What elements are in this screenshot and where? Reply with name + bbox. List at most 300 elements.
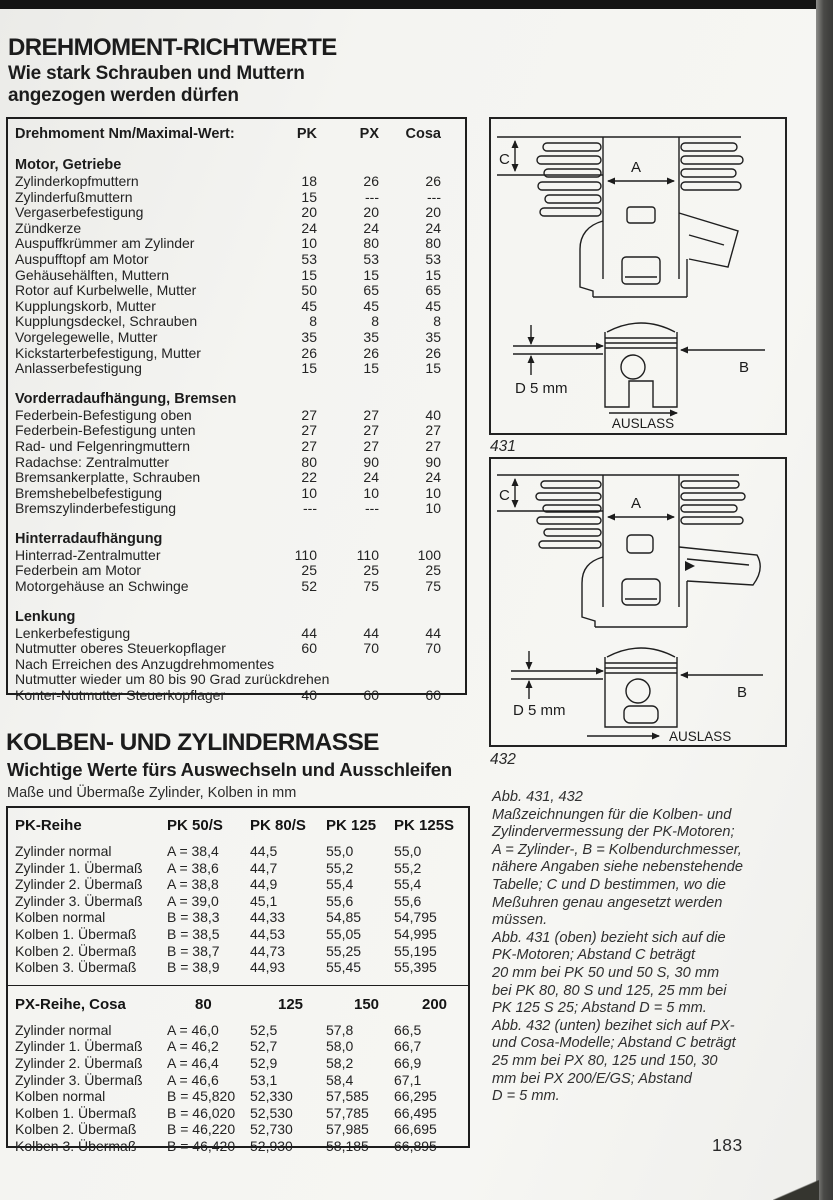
value-cosa: 24 <box>425 469 441 486</box>
row-label: Anlasserbefestigung <box>15 361 142 377</box>
value-col2: 52,5 <box>250 1021 278 1038</box>
value-col4: 55,4 <box>394 876 422 893</box>
dimension-row <box>15 860 464 877</box>
value-pk: 15 <box>301 266 317 283</box>
row-label: Auspufftopf am Motor <box>15 251 149 267</box>
pk-header-col4: PK 125S <box>394 817 455 834</box>
value-cosa: 27 <box>425 437 441 454</box>
value-col4: 66,295 <box>394 1088 437 1105</box>
row-label: Nutmutter wieder um 80 bis 90 Grad zurückdrehen <box>15 672 330 688</box>
row-label: Zylinder 1. Übermaß <box>15 1038 143 1055</box>
px-header-col2: 125 <box>278 995 304 1013</box>
value-pk: 60 <box>301 640 317 657</box>
value-px: 8 <box>371 313 379 330</box>
value-pk: 18 <box>301 173 317 189</box>
value-cosa: 100 <box>417 546 441 563</box>
dimension-row <box>15 1105 464 1122</box>
dim-label-b: B <box>737 684 748 701</box>
row-label: Kupplungsdeckel, Schrauben <box>15 314 198 330</box>
value-col1: A = 46,2 <box>167 1038 219 1055</box>
scan-edge-right <box>816 0 833 1200</box>
torque-row <box>15 221 441 237</box>
value-px: 65 <box>363 282 379 299</box>
torque-header-col-px: PX <box>359 126 379 142</box>
torque-section-title: Vorderradaufhängung, Bremsen <box>15 390 237 407</box>
value-px: 110 <box>356 546 379 563</box>
value-cosa: 15 <box>425 360 441 377</box>
value-cosa: 80 <box>425 235 441 252</box>
px-header-col3: 150 <box>354 995 380 1013</box>
value-cosa: 24 <box>425 219 441 236</box>
value-col2: 44,53 <box>250 925 286 942</box>
value-px: 70 <box>363 640 379 657</box>
value-cosa: 10 <box>425 500 441 517</box>
row-label: Zylinder 2. Übermaß <box>15 876 143 893</box>
row-label: Zylinderfußmuttern <box>15 189 133 205</box>
value-cosa: 75 <box>425 578 441 595</box>
value-col3: 55,05 <box>326 925 362 942</box>
value-px: 44 <box>363 624 379 641</box>
value-pk: 27 <box>301 437 317 454</box>
value-col1: A = 38,4 <box>167 843 219 859</box>
value-col4: 55,0 <box>394 843 422 859</box>
row-label: Federbein am Motor <box>15 563 142 579</box>
value-col4: 54,995 <box>394 925 437 942</box>
kolben-title: KOLBEN- UND ZYLINDERMASSE <box>6 729 379 756</box>
scan-edge-top <box>0 0 833 9</box>
value-col3: 57,585 <box>326 1088 369 1105</box>
value-px: 35 <box>363 328 379 345</box>
pk-table-body <box>15 843 464 976</box>
value-pk: 24 <box>301 219 317 236</box>
value-col1: B = 38,7 <box>167 942 220 959</box>
value-px: 26 <box>363 344 379 361</box>
row-label: Rad- und Felgenringmuttern <box>15 438 191 454</box>
value-pk: 26 <box>301 344 317 361</box>
torque-row <box>15 470 441 486</box>
value-col4: 66,695 <box>394 1121 437 1138</box>
torque-section-title: Motor, Getriebe <box>15 157 122 173</box>
value-pk: 15 <box>301 188 317 205</box>
value-px: 27 <box>363 422 379 439</box>
pk-table-header <box>15 816 464 836</box>
value-col3: 55,2 <box>326 859 354 876</box>
row-label: Lenkerbefestigung <box>15 625 131 641</box>
value-pk: 53 <box>301 250 317 267</box>
value-cosa: 20 <box>425 204 441 221</box>
value-col3: 58,4 <box>326 1071 354 1088</box>
row-label: Gehäusehälften, Muttern <box>15 267 170 283</box>
torque-row <box>15 641 441 657</box>
value-col1: A = 39,0 <box>167 892 219 909</box>
page-number: 183 <box>712 1135 743 1155</box>
px-table-header <box>15 995 464 1015</box>
row-label: Kickstarterbefestigung, Mutter <box>15 345 201 361</box>
value-col1: A = 46,0 <box>167 1021 219 1038</box>
value-px: --- <box>365 500 379 517</box>
torque-row <box>15 268 441 284</box>
torque-table-body <box>15 157 441 704</box>
value-col4: 66,7 <box>394 1038 422 1055</box>
value-col4: 66,495 <box>394 1104 437 1121</box>
value-cosa: 26 <box>425 344 441 361</box>
torque-row <box>15 657 441 673</box>
value-cosa: --- <box>427 188 441 205</box>
value-px: 24 <box>363 469 379 486</box>
value-col2: 44,33 <box>250 909 286 926</box>
dim-label-d: D 5 mm <box>513 702 566 719</box>
figure-caption <box>492 789 802 1106</box>
value-px: 45 <box>363 297 379 314</box>
value-pk: 45 <box>301 297 317 314</box>
torque-header-label: Drehmoment Nm/Maximal-Wert: <box>15 126 235 142</box>
row-label: Nutmutter oberes Steuerkopflager <box>15 641 226 657</box>
dimension-row <box>15 959 464 976</box>
value-col4: 66,9 <box>394 1054 422 1071</box>
value-px: 90 <box>363 453 379 470</box>
row-label: Kolben 3. Übermaß <box>15 1137 137 1154</box>
torque-row <box>15 252 441 268</box>
torque-table-header <box>15 125 441 143</box>
value-col2: 52,7 <box>250 1038 278 1055</box>
row-label: Hinterrad-Zentralmutter <box>15 547 161 563</box>
figure-431 <box>489 117 787 435</box>
value-col1: B = 46,020 <box>167 1104 236 1121</box>
torque-row <box>15 314 441 330</box>
caption-line: 20 mm bei PK 50 und 50 S, 30 mm <box>492 964 720 981</box>
torque-row <box>15 299 441 315</box>
torque-row <box>15 563 441 579</box>
kolben-table <box>6 806 470 1154</box>
row-label: Konter-Nutmutter Steuerkopflager <box>15 688 226 704</box>
torque-table <box>6 117 467 704</box>
value-col2: 53,1 <box>250 1071 278 1088</box>
caption-line: mm bei PX 200/E/GS; Abstand <box>492 1070 692 1087</box>
value-col1: A = 46,4 <box>167 1054 219 1071</box>
px-table-body <box>15 1022 464 1155</box>
table-divider <box>8 985 468 986</box>
value-col4: 66,895 <box>394 1137 437 1154</box>
row-label: Zylinder 3. Übermaß <box>15 1071 143 1088</box>
row-label: Bremshebelbefestigung <box>15 485 163 501</box>
value-col1: B = 38,3 <box>167 909 220 926</box>
torque-row <box>15 439 441 455</box>
row-label: Federbein-Befestigung oben <box>15 407 192 423</box>
dimension-row <box>15 1121 464 1138</box>
dim-label-a: A <box>630 495 642 512</box>
figure-432 <box>489 457 787 747</box>
row-label: Zylinder 1. Übermaß <box>15 859 143 876</box>
row-label: Vergaserbefestigung <box>15 205 144 221</box>
value-pk: 25 <box>301 562 317 579</box>
row-label: Kolben 2. Übermaß <box>15 1121 137 1138</box>
torque-row <box>15 455 441 471</box>
cylinder-piston-diagram-431 <box>491 119 785 433</box>
torque-row <box>15 190 441 206</box>
value-px: 25 <box>363 562 379 579</box>
value-col4: 55,195 <box>394 942 437 959</box>
row-label: Zylinder 3. Übermaß <box>15 892 143 909</box>
value-cosa: 65 <box>425 282 441 299</box>
caption-line: PK 125 S 25; Abstand D = 5 mm. <box>492 1000 707 1017</box>
value-px: 26 <box>363 173 379 189</box>
value-cosa: 70 <box>425 640 441 657</box>
auslass-label: AUSLASS <box>669 729 732 744</box>
dimension-row <box>15 843 464 860</box>
value-cosa: 44 <box>425 624 441 641</box>
caption-line: Abb. 431, 432 <box>492 789 583 805</box>
dim-label-a: A <box>630 159 642 176</box>
value-col2: 52,930 <box>250 1137 293 1154</box>
value-pk: --- <box>303 500 317 517</box>
value-col1: A = 38,6 <box>167 859 219 876</box>
torque-header-col-cosa: Cosa <box>405 126 441 142</box>
dim-label-c: C <box>499 487 510 504</box>
value-cosa: 8 <box>433 313 441 330</box>
row-label: Radachse: Zentralmutter <box>15 454 170 470</box>
kolben-subtitle: Wichtige Werte fürs Auswechseln und Ausschleifen <box>7 759 452 780</box>
value-px: --- <box>365 188 379 205</box>
torque-row <box>15 283 441 299</box>
caption-line: Abb. 432 (unten) bezihet sich auf PX- <box>492 1017 735 1034</box>
row-label: Nach Erreichen des Anzugdrehmomentes <box>15 656 275 672</box>
value-pk: 80 <box>301 453 317 470</box>
torque-row <box>15 236 441 252</box>
row-label: Bremsankerplatte, Schrauben <box>15 470 201 486</box>
row-label: Rotor auf Kurbelwelle, Mutter <box>15 283 197 299</box>
row-label: Zylinder normal <box>15 843 112 859</box>
value-pk: 20 <box>301 204 317 221</box>
value-col2: 52,9 <box>250 1054 278 1071</box>
torque-row <box>15 174 441 190</box>
value-pk: 22 <box>301 469 317 486</box>
value-col4: 55,395 <box>394 959 437 976</box>
value-col4: 66,5 <box>394 1021 422 1038</box>
value-col3: 57,785 <box>326 1104 369 1121</box>
dim-label-d: D 5 mm <box>515 380 568 397</box>
dimension-row <box>15 893 464 910</box>
value-px: 60 <box>363 687 379 704</box>
row-label: Auspuffkrümmer am Zylinder <box>15 236 195 252</box>
value-col3: 55,6 <box>326 892 354 909</box>
value-col1: B = 38,5 <box>167 925 220 942</box>
row-label: Bremszylinderbefestigung <box>15 501 177 517</box>
caption-line: Tabelle; C und D bestimmen, wo die <box>492 876 726 893</box>
dimension-row <box>15 1072 464 1089</box>
torque-row <box>15 408 441 424</box>
figure-432-number: 432 <box>490 751 516 768</box>
value-col2: 52,330 <box>250 1088 293 1105</box>
value-cosa: 90 <box>425 453 441 470</box>
row-label: Vorgelegewelle, Mutter <box>15 329 158 345</box>
value-col3: 55,0 <box>326 843 354 859</box>
dimension-row <box>15 909 464 926</box>
dimension-row <box>15 1088 464 1105</box>
torque-row <box>15 501 441 517</box>
row-label: Kolben 3. Übermaß <box>15 959 137 976</box>
value-col3: 58,2 <box>326 1054 354 1071</box>
cylinder-piston-diagram-432 <box>491 459 785 745</box>
value-cosa: 45 <box>425 297 441 314</box>
caption-line: PK-Motoren; Abstand C beträgt <box>492 947 696 964</box>
value-cosa: 27 <box>425 422 441 439</box>
value-col3: 55,25 <box>326 942 362 959</box>
torque-row <box>15 672 441 688</box>
value-col3: 57,8 <box>326 1021 354 1038</box>
value-col2: 52,530 <box>250 1104 293 1121</box>
value-col2: 44,73 <box>250 942 286 959</box>
auslass-label: AUSLASS <box>611 416 675 431</box>
caption-line: und Cosa-Modelle; Abstand C beträgt <box>492 1035 736 1052</box>
row-label: Kolben 2. Übermaß <box>15 942 137 959</box>
value-pk: 52 <box>301 578 317 595</box>
value-cosa: 15 <box>425 266 441 283</box>
value-col1: A = 38,8 <box>167 876 219 893</box>
value-pk: 15 <box>301 360 317 377</box>
caption-line: bei PK 80, 80 S und 125, 25 mm bei <box>492 982 727 999</box>
row-label: Zylinderkopfmuttern <box>15 174 139 189</box>
value-pk: 8 <box>309 313 317 330</box>
value-cosa: 25 <box>425 562 441 579</box>
value-pk: 27 <box>301 406 317 423</box>
value-col2: 44,5 <box>250 843 278 859</box>
value-col3: 58,0 <box>326 1038 354 1055</box>
value-col1: B = 45,820 <box>167 1088 236 1105</box>
pk-header-label: PK-Reihe <box>15 817 82 834</box>
value-px: 80 <box>363 235 379 252</box>
value-pk: 40 <box>301 687 317 704</box>
torque-row <box>15 626 441 642</box>
value-col3: 58,185 <box>326 1137 369 1154</box>
value-col4: 55,6 <box>394 892 422 909</box>
dimension-row <box>15 1055 464 1072</box>
value-pk: 27 <box>301 422 317 439</box>
row-label: Motorgehäuse an Schwinge <box>15 579 189 595</box>
value-pk: 10 <box>301 235 317 252</box>
dimension-row <box>15 1038 464 1055</box>
value-pk: 44 <box>301 624 317 641</box>
dimension-row <box>15 876 464 893</box>
pk-header-col1: PK 50/S <box>167 817 223 834</box>
caption-line: müssen. <box>492 912 548 929</box>
row-label: Kupplungskorb, Mutter <box>15 298 156 314</box>
caption-line: D = 5 mm. <box>492 1088 560 1105</box>
value-col1: B = 38,9 <box>167 959 220 976</box>
row-label: Kolben 1. Übermaß <box>15 1104 137 1121</box>
torque-row <box>15 548 441 564</box>
value-px: 24 <box>363 219 379 236</box>
value-col3: 54,85 <box>326 909 362 926</box>
value-col2: 44,7 <box>250 859 278 876</box>
value-pk: 110 <box>294 546 317 563</box>
caption-line: 25 mm bei PX 80, 125 und 150, 30 <box>492 1052 718 1069</box>
px-header-col1: 80 <box>195 995 212 1013</box>
torque-section-title: Hinterradaufhängung <box>15 530 163 547</box>
dimension-row <box>15 1138 464 1155</box>
kolben-note: Maße und Übermaße Zylinder, Kolben in mm <box>7 785 297 801</box>
value-px: 75 <box>363 578 379 595</box>
torque-row <box>15 346 441 362</box>
value-col2: 52,730 <box>250 1121 293 1138</box>
caption-line: A = Zylinder-, B = Kolbendurchmesser, <box>492 841 742 858</box>
value-cosa: 35 <box>425 328 441 345</box>
dim-label-b: B <box>739 359 750 376</box>
torque-row <box>15 486 441 502</box>
dimension-row <box>15 943 464 960</box>
value-col4: 54,795 <box>394 909 437 926</box>
caption-line: Meßuhren genau angesetzt werden <box>492 894 723 911</box>
value-col2: 45,1 <box>250 892 278 909</box>
value-px: 27 <box>363 406 379 423</box>
row-label: Kolben normal <box>15 1088 106 1105</box>
value-col1: B = 46,420 <box>167 1137 236 1154</box>
value-px: 20 <box>363 204 379 221</box>
page-subtitle-line2: angezogen werden dürfen <box>8 85 239 106</box>
pk-header-col2: PK 80/S <box>250 817 306 834</box>
page-subtitle-line1: Wie stark Schrauben und Muttern <box>8 63 305 84</box>
value-px: 15 <box>363 360 379 377</box>
torque-row <box>15 423 441 439</box>
value-cosa: 53 <box>425 250 441 267</box>
value-pk: 10 <box>301 484 317 501</box>
torque-row <box>15 330 441 346</box>
value-col4: 55,2 <box>394 859 422 876</box>
dimension-row <box>15 926 464 943</box>
value-col4: 67,1 <box>394 1071 422 1088</box>
value-col3: 57,985 <box>326 1121 369 1138</box>
value-col1: A = 46,6 <box>167 1071 219 1088</box>
value-cosa: 60 <box>425 687 441 704</box>
page-title: DREHMOMENT-RICHTWERTE <box>8 34 337 61</box>
value-cosa: 26 <box>425 173 441 189</box>
value-px: 27 <box>363 437 379 454</box>
dim-label-c: C <box>499 151 510 168</box>
value-col1: B = 46,220 <box>167 1121 236 1138</box>
row-label: Federbein-Befestigung unten <box>15 423 196 439</box>
dimension-row <box>15 1022 464 1039</box>
torque-header-col-pk: PK <box>296 126 317 142</box>
px-header-col4: 200 <box>422 995 448 1013</box>
value-px: 53 <box>363 250 379 267</box>
torque-row <box>15 579 441 595</box>
row-label: Kolben 1. Übermaß <box>15 925 137 942</box>
torque-row <box>15 361 441 377</box>
scan-edge-corner <box>773 1180 819 1200</box>
value-cosa: 40 <box>425 406 441 423</box>
caption-line: Maßzeichnungen für die Kolben- und <box>492 806 732 823</box>
torque-row <box>15 205 441 221</box>
value-px: 15 <box>363 266 379 283</box>
row-label: Kolben normal <box>15 909 106 926</box>
caption-line: Zylindervermessung der PK-Motoren; <box>492 824 735 841</box>
pk-header-col3: PK 125 <box>326 817 377 834</box>
row-label: Zylinder normal <box>15 1021 112 1038</box>
value-col2: 44,93 <box>250 959 286 976</box>
value-col3: 55,4 <box>326 876 354 893</box>
caption-line: nähere Angaben siehe nebenstehende <box>492 859 744 876</box>
torque-row <box>15 688 441 704</box>
value-cosa: 10 <box>425 484 441 501</box>
value-px: 10 <box>363 484 379 501</box>
row-label: Zündkerze <box>15 220 82 236</box>
figure-431-number: 431 <box>490 438 516 455</box>
row-label: Zylinder 2. Übermaß <box>15 1054 143 1071</box>
px-header-label: PX-Reihe, Cosa <box>15 995 126 1013</box>
value-col2: 44,9 <box>250 876 278 893</box>
caption-line: Abb. 431 (oben) bezieht sich auf die <box>492 929 726 946</box>
value-pk: 50 <box>301 282 317 299</box>
torque-section-title: Lenkung <box>15 608 76 625</box>
